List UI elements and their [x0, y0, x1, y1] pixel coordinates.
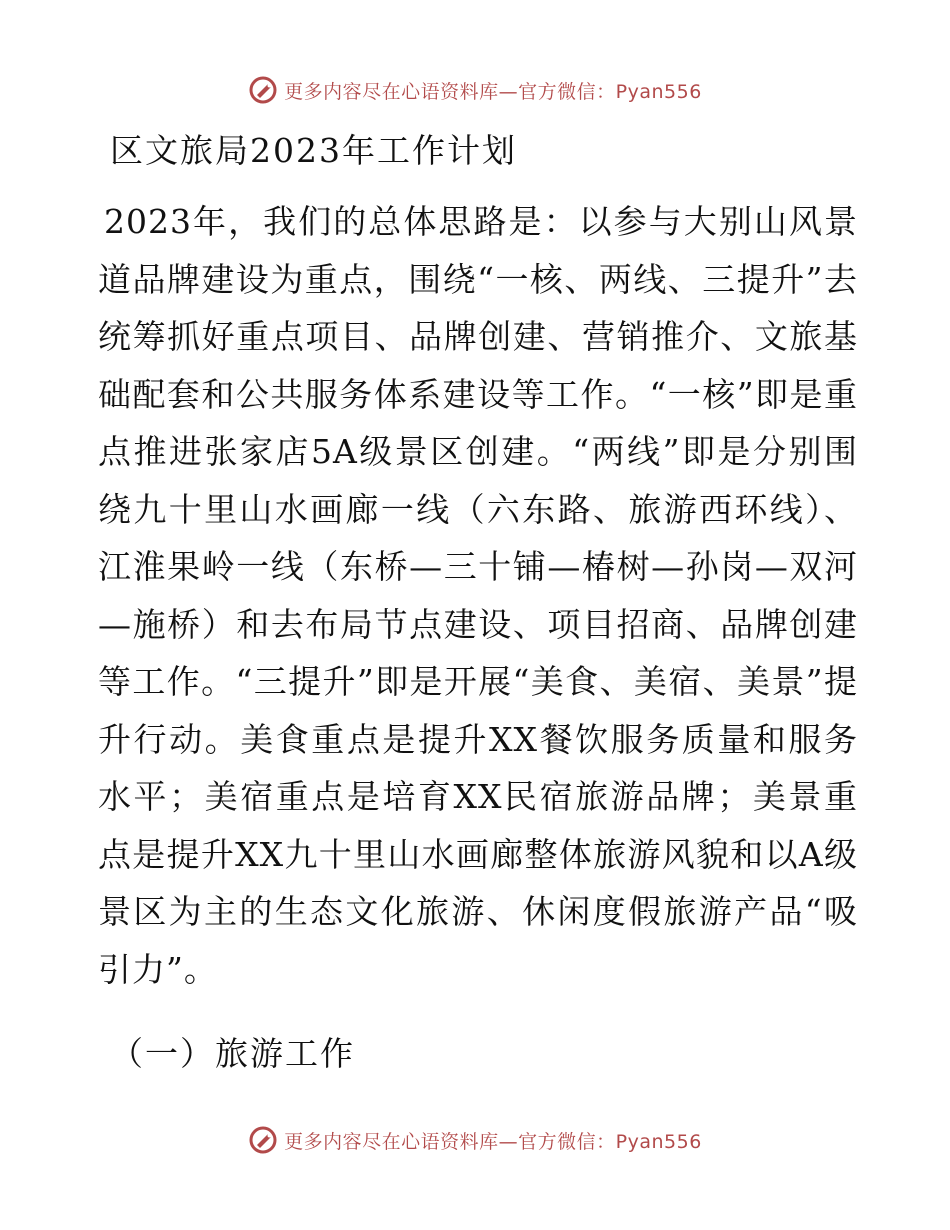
document-title: 区文旅局2023年工作计划 [110, 131, 517, 170]
watermark-text: 更多内容尽在心语资料库—官方微信：Pyan556 [284, 1130, 702, 1153]
brand-logo-icon [248, 75, 278, 105]
body-paragraph [98, 193, 858, 998]
footer-watermark [0, 1120, 950, 1160]
watermark-text: 更多内容尽在心语资料库—官方微信：Pyan556 [284, 80, 702, 103]
paragraph-text: 2023年，我们的总体思路是：以参与大别山风景道品牌建设为重点，围绕“一核、两线、三提升”去统筹抓好重点项目、品牌创建、营销推介、文旅基础配套和公共服务体系建设等工作。“一核”即是重点推进张家店5A级景区创建。“两线”即是分别围绕九十里山水画廊一线（六东路、旅游西环线）、江淮果岭一线（东桥—三十铺—椿树—孙岗—双河—施桥）和去布局节点建设、项目招商、品牌创建等工作。“三提升”即是开展“美食、美宿、美景”提升行动。美食重点是提升XX餐饮服务质量和服务水平；美宿重点是培育XX民宿旅游品牌；美景重点是提升XX九十里山水画廊整体旅游风貌和以A级景区为主的生态文化旅游、休闲度假旅游产品“吸引力”。 [98, 202, 858, 989]
section-heading: （一）旅游工作 [110, 1034, 355, 1073]
header-watermark [0, 70, 950, 110]
brand-logo-icon [248, 1125, 278, 1155]
